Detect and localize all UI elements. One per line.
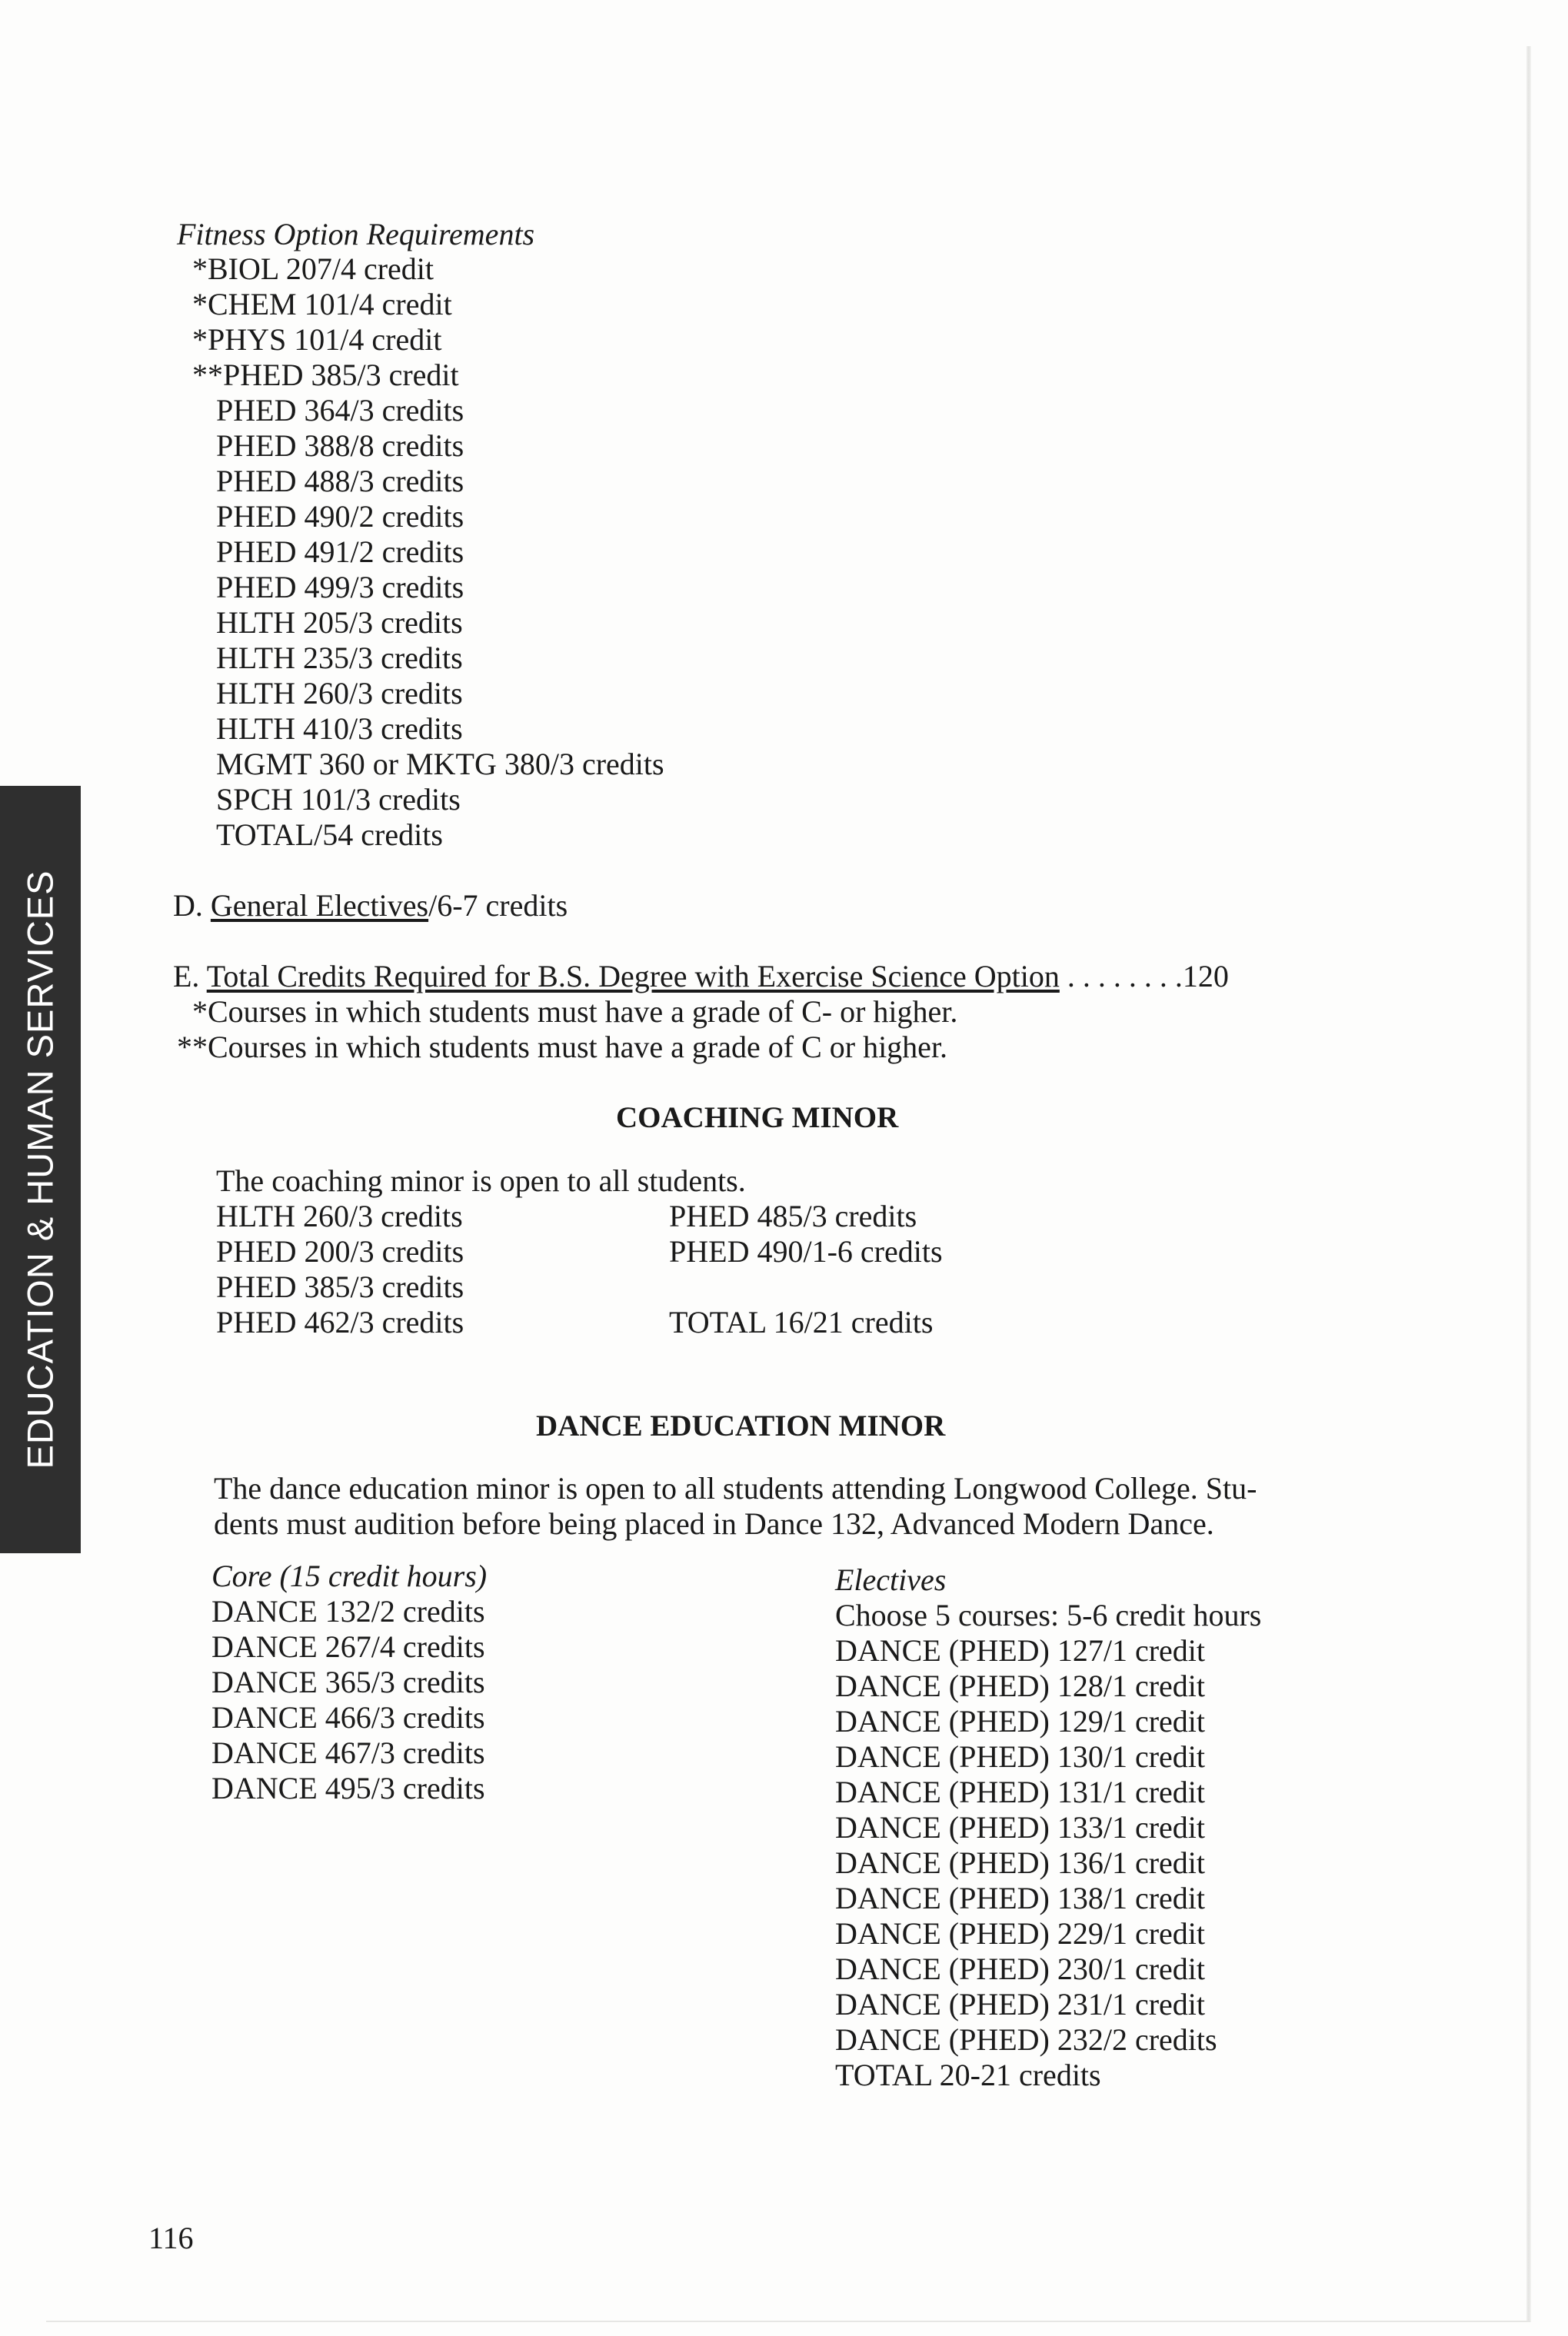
coaching-course: PHED 490/1-6 credits: [669, 1234, 943, 1269]
coaching-course: PHED 462/3 credits: [216, 1305, 464, 1339]
dance-intro: The dance education minor is open to all students attending Longwood College. Stu-: [214, 1471, 1257, 1506]
coaching-course: PHED 485/3 credits: [669, 1199, 917, 1233]
grade-note: *Courses in which students must have a grade of C- or higher.: [192, 994, 958, 1029]
page-bottom-edge: [46, 2321, 1530, 2322]
dance-elective: DANCE (PHED) 133/1 credit: [835, 1810, 1206, 1845]
section-d-prefix: D.: [173, 888, 203, 923]
dance-elective: DANCE (PHED) 131/1 credit: [835, 1775, 1206, 1809]
fitness-item: SPCH 101/3 credits: [216, 782, 461, 817]
dance-elective: DANCE (PHED) 138/1 credit: [835, 1881, 1206, 1915]
fitness-item: *BIOL 207/4 credit: [192, 251, 434, 286]
fitness-item: *CHEM 101/4 credit: [192, 287, 452, 321]
fitness-item: HLTH 260/3 credits: [216, 676, 463, 710]
general-electives-credits: /6-7 credits: [428, 888, 568, 923]
section-e-prefix: E.: [173, 959, 200, 993]
section-side-tab-label: EDUCATION & HUMAN SERVICES: [19, 870, 61, 1469]
general-electives-label: General Electives: [210, 888, 429, 923]
coaching-course: PHED 200/3 credits: [216, 1234, 464, 1269]
dance-minor-heading: DANCE EDUCATION MINOR: [536, 1409, 946, 1443]
total-credits-label: Total Credits Required for B.S. Degree with Exercise Science Option: [206, 959, 1060, 993]
dance-intro: dents must audition before being placed in Dance 132, Advanced Modern Dance.: [214, 1506, 1214, 1541]
grade-note: **Courses in which students must have a grade of C or higher.: [177, 1030, 948, 1064]
general-electives-line: [173, 888, 568, 923]
page-number: 116: [148, 2221, 194, 2255]
fitness-item: PHED 364/3 credits: [216, 393, 464, 428]
dance-elective: DANCE (PHED) 130/1 credit: [835, 1739, 1206, 1774]
fitness-item: HLTH 205/3 credits: [216, 605, 463, 640]
dance-core-course: DANCE 466/3 credits: [211, 1700, 485, 1735]
total-credits-leader: . . . . . . . .: [1059, 959, 1183, 993]
dance-elective: DANCE (PHED) 129/1 credit: [835, 1704, 1206, 1739]
fitness-item: PHED 388/8 credits: [216, 428, 464, 463]
dance-elective: DANCE (PHED) 230/1 credit: [835, 1952, 1206, 1986]
dance-core-course: DANCE 365/3 credits: [211, 1665, 485, 1699]
coaching-course: HLTH 260/3 credits: [216, 1199, 463, 1233]
page-edge-shadow: [1526, 46, 1531, 2322]
fitness-item: MGMT 360 or MKTG 380/3 credits: [216, 747, 664, 781]
dance-elective: DANCE (PHED) 232/2 credits: [835, 2022, 1217, 2057]
coaching-total: TOTAL 16/21 credits: [669, 1305, 934, 1339]
dance-elective: DANCE (PHED) 229/1 credit: [835, 1916, 1206, 1951]
fitness-item: PHED 491/2 credits: [216, 534, 464, 569]
fitness-item: HLTH 410/3 credits: [216, 711, 463, 746]
dance-core-course: DANCE 267/4 credits: [211, 1629, 485, 1664]
total-credits-line: [173, 959, 1229, 994]
fitness-item: *PHYS 101/4 credit: [192, 322, 442, 357]
dance-elective: Choose 5 courses: 5-6 credit hours: [835, 1598, 1262, 1632]
dance-core-heading: Core (15 credit hours): [211, 1559, 488, 1593]
dance-elective-total: TOTAL 20-21 credits: [835, 2058, 1101, 2092]
dance-electives-heading: Electives: [835, 1562, 947, 1597]
coaching-minor-heading: COACHING MINOR: [616, 1101, 899, 1134]
dance-core-course: DANCE 467/3 credits: [211, 1735, 485, 1770]
fitness-item: PHED 499/3 credits: [216, 570, 464, 604]
total-credits-value: 120: [1182, 959, 1229, 993]
dance-core-course: DANCE 495/3 credits: [211, 1771, 485, 1805]
fitness-item: HLTH 235/3 credits: [216, 641, 463, 675]
coaching-course: PHED 385/3 credits: [216, 1269, 464, 1304]
dance-elective: DANCE (PHED) 127/1 credit: [835, 1633, 1206, 1668]
fitness-heading: Fitness Option Requirements: [177, 217, 535, 251]
dance-elective: DANCE (PHED) 128/1 credit: [835, 1669, 1206, 1703]
fitness-item: PHED 490/2 credits: [216, 499, 464, 534]
fitness-item: TOTAL/54 credits: [216, 817, 443, 852]
dance-elective: DANCE (PHED) 231/1 credit: [835, 1987, 1206, 2022]
dance-core-course: DANCE 132/2 credits: [211, 1594, 485, 1629]
dance-elective: DANCE (PHED) 136/1 credit: [835, 1845, 1206, 1880]
fitness-item: PHED 488/3 credits: [216, 464, 464, 498]
coaching-intro: The coaching minor is open to all students.: [216, 1163, 746, 1198]
fitness-item: **PHED 385/3 credit: [192, 358, 459, 392]
